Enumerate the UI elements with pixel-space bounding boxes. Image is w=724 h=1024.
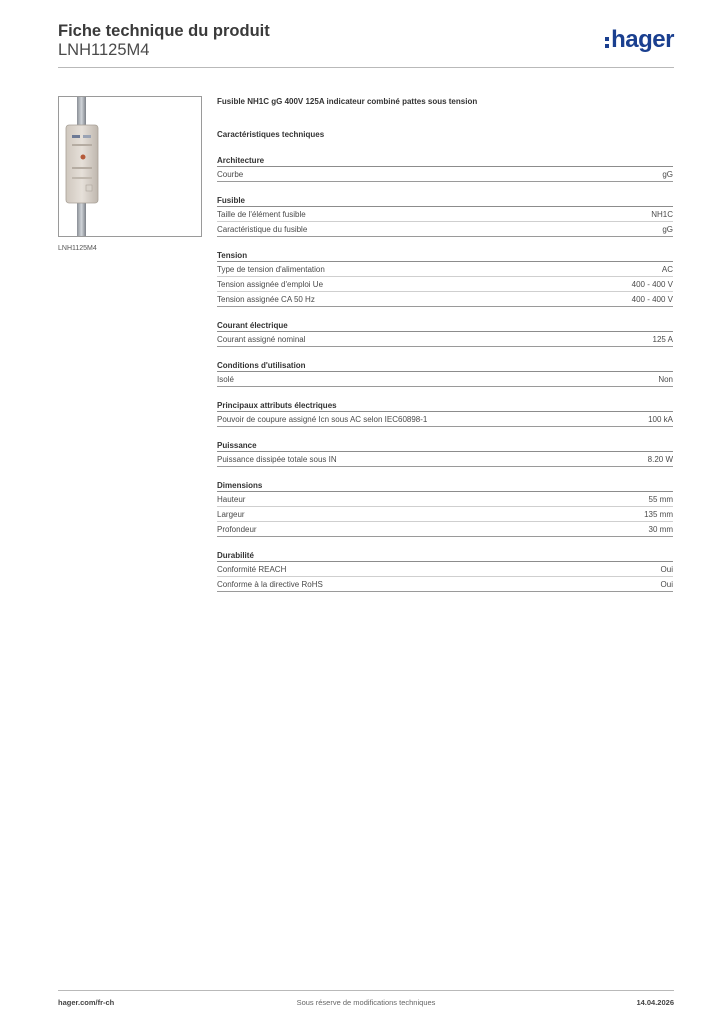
spec-label: Largeur xyxy=(217,510,245,519)
spec-value: 400 - 400 V xyxy=(631,295,673,304)
spec-group-courant xyxy=(217,320,673,347)
product-description: Fusible NH1C gG 400V 125A indicateur combiné pattes sous tension xyxy=(217,97,478,106)
spec-value: gG xyxy=(662,225,673,234)
spec-row xyxy=(217,262,673,277)
spec-group-tension xyxy=(217,250,673,307)
spec-label: Isolé xyxy=(217,375,234,384)
spec-value: Oui xyxy=(660,580,673,589)
group-title: Architecture xyxy=(217,155,673,167)
spec-group-attributs xyxy=(217,400,673,427)
spec-group-dimensions xyxy=(217,480,673,537)
spec-group-durabilite xyxy=(217,550,673,592)
spec-row xyxy=(217,332,673,347)
spec-label: Pouvoir de coupure assigné Icn sous AC selon IEC60898-1 xyxy=(217,415,428,424)
spec-row xyxy=(217,412,673,427)
spec-group-fusible xyxy=(217,195,673,237)
spec-row xyxy=(217,372,673,387)
spec-value: 400 - 400 V xyxy=(631,280,673,289)
spec-row xyxy=(217,222,673,237)
page-header xyxy=(58,20,674,70)
page-footer xyxy=(58,998,674,1010)
spec-value: 55 mm xyxy=(648,495,673,504)
spec-row xyxy=(217,577,673,592)
spec-label: Tension assignée d'emploi Ue xyxy=(217,280,324,289)
group-title: Conditions d'utilisation xyxy=(217,360,673,372)
spec-value: 8.20 W xyxy=(647,455,673,464)
spec-label: Conforme à la directive RoHS xyxy=(217,580,323,589)
spec-value: 135 mm xyxy=(644,510,673,519)
spec-label: Taille de l'élément fusible xyxy=(217,210,306,219)
spec-label: Caractéristique du fusible xyxy=(217,225,308,234)
product-reference: LNH1125M4 xyxy=(58,41,150,59)
spec-row xyxy=(217,292,673,307)
group-title: Puissance xyxy=(217,440,673,452)
spec-value: Oui xyxy=(660,565,673,574)
disclaimer-text: Sous réserve de modifications techniques xyxy=(296,998,436,1007)
spec-row xyxy=(217,522,673,537)
specifications-title: Caractéristiques techniques xyxy=(217,130,325,139)
spec-label: Profondeur xyxy=(217,525,257,534)
spec-label: Hauteur xyxy=(217,495,246,504)
logo-dots-icon xyxy=(605,37,609,48)
spec-label: Courbe xyxy=(217,170,244,179)
spec-row xyxy=(217,277,673,292)
group-title: Tension xyxy=(217,250,673,262)
specifications-panel xyxy=(217,96,673,605)
spec-row xyxy=(217,167,673,182)
spec-row xyxy=(217,492,673,507)
spec-row xyxy=(217,562,673,577)
document-date: 14.04.2026 xyxy=(636,998,674,1007)
hager-logo xyxy=(605,28,674,52)
spec-value: NH1C xyxy=(651,210,673,219)
spec-label: Courant assigné nominal xyxy=(217,335,306,344)
fuse-cartridge-icon xyxy=(59,97,201,236)
spec-label: Type de tension d'alimentation xyxy=(217,265,325,274)
spec-row xyxy=(217,452,673,467)
website-link[interactable]: hager.com/fr-ch xyxy=(58,998,115,1007)
group-title: Principaux attributs électriques xyxy=(217,400,673,412)
spec-label: Puissance dissipée totale sous IN xyxy=(217,455,337,464)
spec-row xyxy=(217,207,673,222)
spec-label: Conformité REACH xyxy=(217,565,287,574)
spec-value: gG xyxy=(662,170,673,179)
spec-value: AC xyxy=(661,265,673,274)
group-title: Fusible xyxy=(217,195,673,207)
document-title: Fiche technique du produit xyxy=(58,22,270,40)
spec-row xyxy=(217,507,673,522)
logo-text: hager xyxy=(611,26,674,53)
spec-value: 30 mm xyxy=(648,525,673,534)
spec-value: Non xyxy=(658,375,673,384)
footer-divider xyxy=(58,990,674,991)
group-title: Durabilité xyxy=(217,550,673,562)
spec-label: Tension assignée CA 50 Hz xyxy=(217,295,315,304)
group-title: Courant électrique xyxy=(217,320,673,332)
spec-value: 100 kA xyxy=(648,415,673,424)
spec-group-puissance xyxy=(217,440,673,467)
header-divider xyxy=(58,67,674,68)
spec-groups xyxy=(217,155,673,592)
group-title: Dimensions xyxy=(217,480,673,492)
spec-group-conditions xyxy=(217,360,673,387)
fuse-cartridge-photo xyxy=(58,96,202,237)
spec-value: 125 A xyxy=(652,335,673,344)
spec-group-architecture xyxy=(217,155,673,182)
image-caption: LNH1125M4 xyxy=(58,245,97,252)
